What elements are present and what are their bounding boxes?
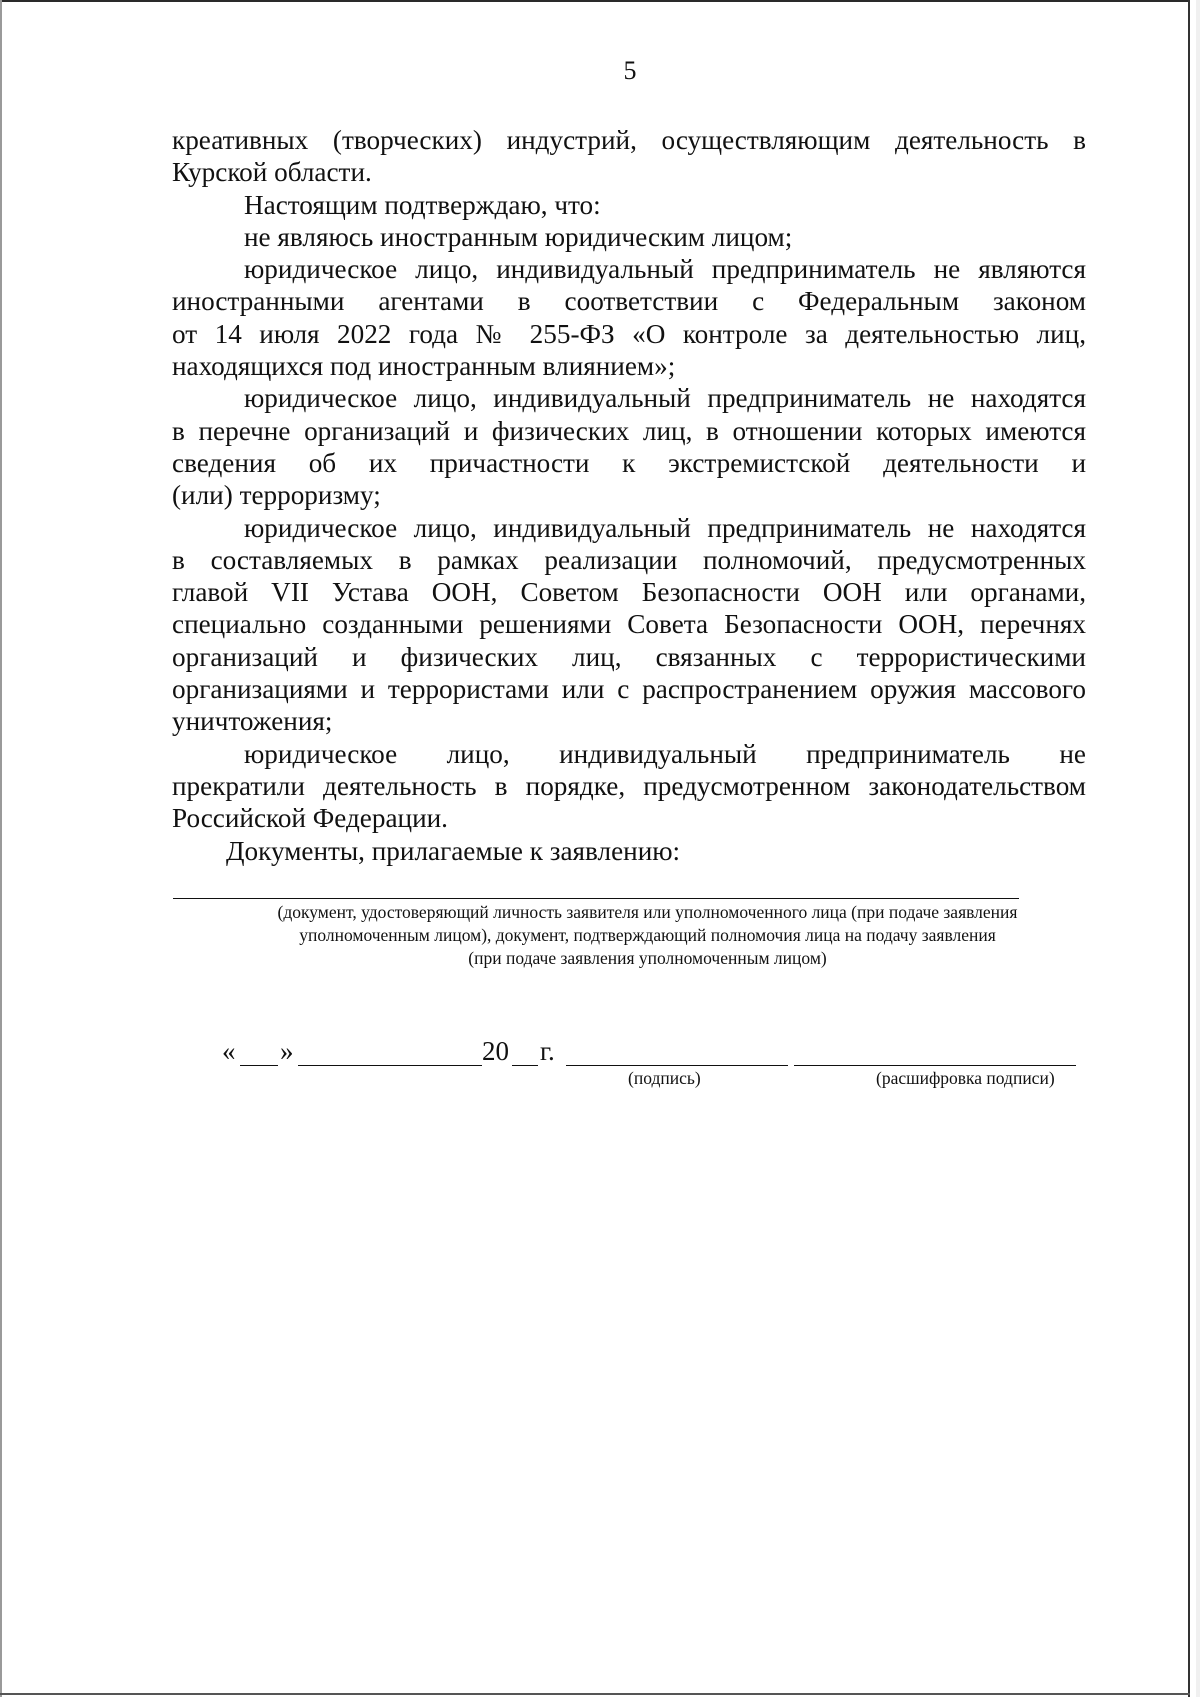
text-line: Российской Федерации. bbox=[172, 803, 448, 834]
note-line: (при подаче заявления уполномоченным лицом) bbox=[468, 948, 827, 968]
signature-fill-line bbox=[566, 1065, 788, 1066]
text-line: Курской области. bbox=[172, 157, 372, 188]
document-body bbox=[172, 124, 1086, 867]
signature-row bbox=[222, 1036, 1092, 1070]
paragraph-attached-documents bbox=[172, 835, 1086, 867]
text-line: Документы, прилагаемые к заявлению: bbox=[226, 835, 681, 866]
text-line: уничтожения; bbox=[172, 706, 333, 737]
month-fill-line bbox=[298, 1065, 482, 1066]
paragraph-foreign-agents bbox=[172, 253, 1086, 382]
signature-decoding-caption: (расшифровка подписи) bbox=[876, 1068, 1055, 1088]
scan-edge-right bbox=[1188, 0, 1190, 1697]
scan-edge-top bbox=[0, 0, 1188, 2]
paragraph-extremism-list bbox=[172, 382, 1086, 511]
date-open-quote: « bbox=[222, 1036, 236, 1066]
text-line: юридическое лицо, индивидуальный предприниматель не являются bbox=[244, 254, 1086, 285]
note-line: (документ, удостоверяющий личность заявителя или уполномоченного лица (при подаче заявления bbox=[277, 902, 1018, 922]
page-number: 5 bbox=[623, 56, 637, 85]
paragraph-confirm-intro bbox=[172, 189, 1086, 221]
text-line: не являюсь иностранным юридическим лицом; bbox=[244, 221, 793, 252]
text-line: организаций и физических лиц, связанных с террористическими bbox=[172, 641, 1086, 672]
text-line: сведения об их причастности к экстремистской деятельности и bbox=[172, 447, 1086, 478]
year-suffix: г. bbox=[540, 1036, 555, 1066]
text-line: специально созданными решениями Совета Безопасности ООН, перечнях bbox=[172, 609, 1086, 640]
text-line: находящихся под иностранным влиянием»; bbox=[172, 351, 676, 382]
scan-edge-left bbox=[0, 0, 2, 1697]
day-fill-line bbox=[240, 1065, 278, 1066]
text-line: юридическое лицо, индивидуальный предприниматель не находятся bbox=[244, 383, 1086, 414]
text-line: (или) терроризму; bbox=[172, 480, 381, 511]
text-line: Настоящим подтверждаю, что: bbox=[244, 189, 601, 220]
text-line: прекратили деятельность в порядке, предусмотренном законодательством bbox=[172, 770, 1086, 801]
scan-edge-bottom bbox=[0, 1693, 1190, 1695]
scan-edge-right-outer bbox=[1196, 0, 1200, 1697]
date-close-quote: » bbox=[280, 1036, 294, 1066]
text-line: иностранными агентами в соответствии с Федеральным законом bbox=[172, 286, 1086, 317]
attachments-fill-line bbox=[173, 898, 1019, 899]
paragraph-un-lists bbox=[172, 512, 1086, 738]
note-line: уполномоченным лицом), документ, подтверждающий полномочия лица на подачу заявления bbox=[299, 925, 996, 945]
paragraph-industries bbox=[172, 124, 1086, 189]
text-line: юридическое лицо, индивидуальный предприниматель не bbox=[244, 738, 1086, 769]
text-line: юридическое лицо, индивидуальный предприниматель не находятся bbox=[244, 512, 1086, 543]
year-fill-line bbox=[512, 1065, 538, 1066]
year-prefix: 20 bbox=[482, 1036, 509, 1066]
text-line: организациями и террористами или с распространением оружия массового bbox=[172, 674, 1086, 705]
text-line: в составляемых в рамках реализации полномочий, предусмотренных bbox=[172, 544, 1086, 575]
attachments-note bbox=[190, 901, 1105, 970]
signature-decoding-fill-line bbox=[794, 1065, 1076, 1066]
paragraph-activity-not-terminated bbox=[172, 738, 1086, 835]
paragraph-not-foreign-entity bbox=[172, 221, 1086, 253]
text-line: от 14 июля 2022 года № 255-ФЗ «О контроле за деятельностью лиц, bbox=[172, 318, 1086, 349]
signature-caption: (подпись) bbox=[628, 1068, 701, 1088]
text-line: главой VII Устава ООН, Советом Безопасности ООН или органами, bbox=[172, 577, 1086, 608]
text-line: в перечне организаций и физических лиц, в отношении которых имеются bbox=[172, 415, 1086, 446]
text-line: креативных (творческих) индустрий, осуществляющим деятельность в bbox=[172, 125, 1086, 155]
